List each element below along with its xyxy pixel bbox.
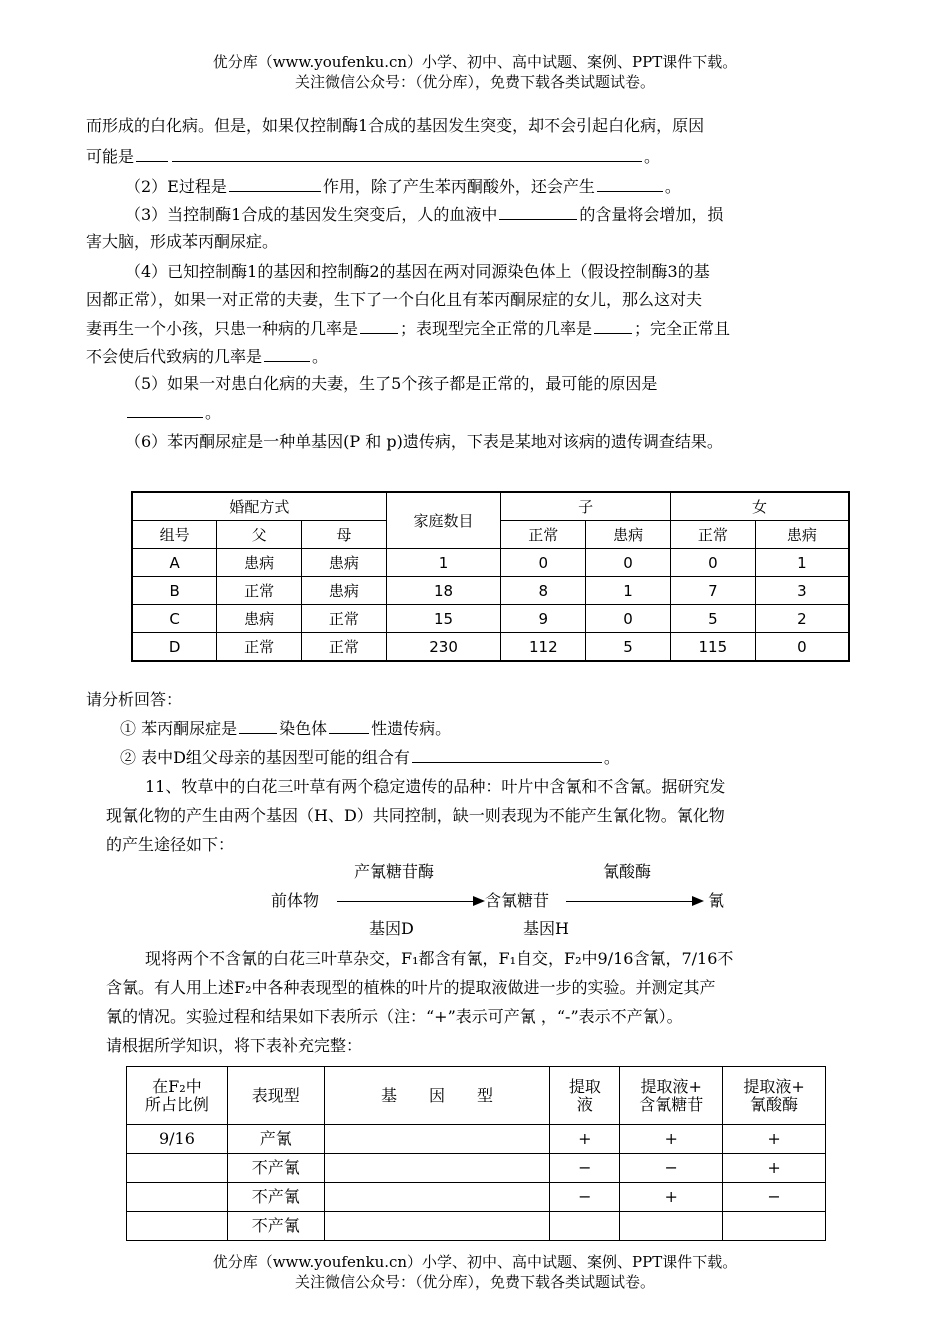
q3-text-line1 (125, 203, 723, 226)
daughter-normal-cell: 5 (670, 605, 755, 633)
ratio-header-line1: 在F₂中 (152, 1076, 202, 1096)
mother-cell: 患病 (301, 577, 386, 605)
table-row (127, 1154, 826, 1183)
q11b-text-line4: 请根据所学知识，将下表补充完整： (106, 1036, 363, 1055)
extract-enzyme-cell: + (723, 1154, 826, 1183)
genotype-cell[interactable] (324, 1154, 550, 1183)
phenotype-cell: 不产氰 (227, 1183, 324, 1212)
father-cell: 患病 (217, 605, 302, 633)
arrowhead-2 (692, 896, 704, 906)
ratio-cell[interactable] (127, 1212, 228, 1241)
q4-blank-3[interactable] (264, 345, 310, 362)
q4-blank-2[interactable] (594, 317, 632, 334)
group-header: 组号 (132, 521, 217, 549)
table-row (132, 605, 849, 633)
survey-table (131, 491, 850, 662)
daughter-sick-cell: 0 (755, 633, 849, 662)
q4-part-c1: 妻再生一个小孩，只患一种病的几率是 (86, 319, 359, 338)
table-row (127, 1125, 826, 1154)
extract-header-line1: 提取 (568, 1076, 601, 1096)
q11-text-line3: 的产生途径如下： (106, 835, 235, 854)
phenotype-cell: 产氰 (227, 1125, 324, 1154)
genotype-cell[interactable] (324, 1212, 550, 1241)
q4-part-c2: ；表现型完全正常的几率是 (400, 319, 593, 338)
q2-part-c: 。 (664, 177, 681, 196)
q11b-text-line1: 现将两个不含氰的白花三叶草杂交，F₁都含有氰，F₁自交，F₂中9/16含氰，7/16不 (145, 949, 734, 968)
genotype-cell[interactable] (324, 1125, 550, 1154)
daughter-normal-cell: 0 (670, 549, 755, 577)
extract-glycoside-cell: − (620, 1154, 723, 1183)
q3-text-line2: 害大脑，形成苯丙酮尿症。 (86, 232, 279, 251)
analysis-prompt: 请分析回答： (86, 690, 183, 709)
q4-text-line4 (86, 345, 328, 368)
precursor-label: 前体物 (271, 891, 320, 910)
son-normal-header: 正常 (501, 521, 586, 549)
extract-cell[interactable] (550, 1212, 620, 1241)
family-cell: 15 (386, 605, 501, 633)
extract-enzyme-cell: − (723, 1183, 826, 1212)
phenotype-header: 表现型 (227, 1067, 324, 1125)
mother-header: 母 (301, 521, 386, 549)
q4-blank-1[interactable] (360, 317, 398, 334)
son-sick-cell: 5 (586, 633, 671, 662)
enzyme2-label: 氰酸酶 (603, 862, 652, 881)
extract-glycoside-cell[interactable] (620, 1212, 723, 1241)
extract-glycoside-line1: 提取液+ (640, 1076, 702, 1096)
mother-cell: 患病 (301, 549, 386, 577)
family-cell: 18 (386, 577, 501, 605)
q1-prefix: 可能是 (86, 147, 135, 166)
q2-part-a: （2）E过程是 (125, 177, 227, 196)
son-normal-cell: 112 (501, 633, 586, 662)
phenotype-cell: 不产氰 (227, 1212, 324, 1241)
extract-cell: + (550, 1125, 620, 1154)
daughter-sick-header: 患病 (755, 521, 849, 549)
a2-part-a: ② 表中D组父母亲的基因型可能的组合有 (120, 748, 410, 767)
extract-cell: − (550, 1183, 620, 1212)
family-cell: 1 (386, 549, 501, 577)
a1-part-c: 性遗传病。 (371, 719, 452, 738)
q4-text-line1: （4）已知控制酶1的基因和控制酶2的基因在两对同源染色体上（假设控制酶3的基 (125, 262, 710, 281)
extract-glycoside-line2: 含氰糖苷 (639, 1094, 704, 1114)
page-footer-line2: 关注微信公众号：（优分库），免费下载各类试题试卷。 (294, 1273, 655, 1291)
product-label: 氰 (708, 891, 725, 910)
group-cell: A (132, 549, 217, 577)
q4-text-line2: 因都正常），如果一对正常的夫妻，生下了一个白化且有苯丙酮尿症的女儿，那么这对夫 (86, 290, 703, 309)
a1-blank-2[interactable] (329, 717, 369, 734)
ratio-header-line2: 所占比例 (144, 1094, 209, 1114)
q3-part-b: 的含量将会增加，损 (579, 205, 724, 224)
son-normal-cell: 0 (501, 549, 586, 577)
gene-d-label: 基因D (369, 919, 414, 938)
father-cell: 患病 (217, 549, 302, 577)
analysis-question-1 (120, 717, 451, 740)
group-cell: C (132, 605, 217, 633)
extract-enzyme-cell: + (723, 1125, 826, 1154)
a1-blank-1[interactable] (239, 717, 277, 734)
q11b-text-line2: 含氰。有人用上述F₂中各种表现型的植株的叶片的提取液做进一步的实验。并测定其产 (106, 978, 716, 997)
son-normal-cell: 8 (501, 577, 586, 605)
a1-part-a: ① 苯丙酮尿症是 (120, 719, 238, 738)
q11b-text-line3: 氰的情况。实验过程和结果如下表所示（注：“+”表示可产氰 ，“-”表示不产氰）。 (106, 1007, 683, 1026)
arrowhead-1 (473, 896, 485, 906)
q1-text-line2 (86, 145, 660, 168)
son-normal-cell: 9 (501, 605, 586, 633)
q5-end: 。 (205, 403, 222, 422)
q11-text-line1: 11、牧草中的白花三叶草有两个稳定遗传的品种：叶片中含氰和不含氰。据研究发 (145, 777, 726, 796)
genotype-header: 基 因 型 (324, 1067, 550, 1125)
table-row (127, 1183, 826, 1212)
arrow-line-1 (337, 901, 475, 902)
group-cell: D (132, 633, 217, 662)
a2-blank[interactable] (412, 746, 602, 763)
a1-part-b: 染色体 (279, 719, 328, 738)
extract-enzyme-line2: 氰酸酶 (750, 1094, 799, 1114)
q5-text-line2 (125, 401, 221, 424)
extract-glycoside-cell: + (620, 1125, 723, 1154)
extract-enzyme-cell[interactable] (723, 1212, 826, 1241)
group-cell: B (132, 577, 217, 605)
q5-text-line1: （5）如果一对患白化病的夫妻，生了5个孩子都是正常的，最可能的原因是 (125, 374, 658, 393)
q1-end: 。 (644, 147, 661, 166)
table-header-row (127, 1067, 826, 1125)
a2-part-b: 。 (603, 748, 620, 767)
genotype-cell[interactable] (324, 1183, 550, 1212)
q4-part-d2: 。 (312, 347, 329, 366)
father-cell: 正常 (217, 633, 302, 662)
father-header: 父 (217, 521, 302, 549)
arrow-line-2 (566, 901, 694, 902)
q2-blank-1[interactable] (229, 175, 321, 192)
page-header-line1: 优分库（www.youfenku.cn）小学、初中、高中试题、案例、PPT课件下载。 (212, 53, 738, 71)
family-header: 家庭数目 (386, 492, 501, 549)
extract-glycoside-header (620, 1067, 723, 1125)
q11-text-line2: 现氰化物的产生由两个基因（H、D）共同控制，缺一则表现为不能产生氰化物。氰化物 (106, 806, 725, 825)
extract-cell: − (550, 1154, 620, 1183)
mother-cell: 正常 (301, 633, 386, 662)
phenotype-cell: 不产氰 (227, 1154, 324, 1183)
father-cell: 正常 (217, 577, 302, 605)
q5-blank[interactable] (127, 401, 203, 418)
extract-header-line2: 液 (576, 1094, 593, 1114)
son-sick-header: 患病 (586, 521, 671, 549)
enzyme1-label: 产氰糖苷酶 (354, 862, 435, 881)
daughter-sick-cell: 3 (755, 577, 849, 605)
experiment-table (126, 1066, 826, 1241)
marriage-header: 婚配方式 (132, 492, 386, 521)
q6-text: （6）苯丙酮尿症是一种单基因(P 和 p)遗传病，下表是某地对该病的遗传调查结果。 (125, 432, 723, 451)
table-header-row (132, 492, 849, 521)
ratio-cell[interactable] (127, 1154, 228, 1183)
son-header: 子 (501, 492, 671, 521)
page-header-line2: 关注微信公众号：（优分库），免费下载各类试题试卷。 (294, 73, 655, 91)
q4-part-c3: ；完全正常且 (634, 319, 731, 338)
daughter-header: 女 (670, 492, 849, 521)
q2-part-b: 作用，除了产生苯丙酮酸外，还会产生 (322, 177, 595, 196)
extract-glycoside-cell: + (620, 1183, 723, 1212)
q3-blank[interactable] (499, 203, 577, 220)
analysis-question-2 (120, 746, 620, 769)
son-sick-cell: 0 (586, 549, 671, 577)
extract-header (550, 1067, 620, 1125)
intermediate-label: 含氰糖苷 (485, 891, 550, 910)
ratio-cell[interactable] (127, 1183, 228, 1212)
daughter-normal-cell: 7 (670, 577, 755, 605)
q3-part-a: （3）当控制酶1合成的基因发生突变后，人的血液中 (125, 205, 498, 224)
table-row (132, 577, 849, 605)
q1-text-line1: 而形成的白化病。但是，如果仅控制酶1合成的基因发生突变，却不会引起白化病，原因 (86, 116, 705, 135)
q1-answer-blank[interactable] (136, 145, 168, 162)
q2-text (125, 175, 681, 198)
q4-text-line3 (86, 317, 730, 340)
extract-enzyme-line1: 提取液+ (743, 1076, 805, 1096)
daughter-sick-cell: 2 (755, 605, 849, 633)
table-row (132, 549, 849, 577)
daughter-sick-cell: 1 (755, 549, 849, 577)
table-row (127, 1212, 826, 1241)
son-sick-cell: 1 (586, 577, 671, 605)
mother-cell: 正常 (301, 605, 386, 633)
q1-answer-blank-2[interactable] (172, 145, 642, 162)
page-footer-line1: 优分库（www.youfenku.cn）小学、初中、高中试题、案例、PPT课件下载。 (212, 1253, 738, 1271)
gene-h-label: 基因H (523, 919, 569, 938)
daughter-normal-cell: 115 (670, 633, 755, 662)
table-row (132, 633, 849, 662)
q2-blank-2[interactable] (597, 175, 663, 192)
son-sick-cell: 0 (586, 605, 671, 633)
daughter-normal-header: 正常 (670, 521, 755, 549)
family-cell: 230 (386, 633, 501, 662)
ratio-header (127, 1067, 228, 1125)
q4-part-d1: 不会使后代致病的几率是 (86, 347, 263, 366)
ratio-cell[interactable]: 9/16 (127, 1125, 228, 1154)
extract-enzyme-header (723, 1067, 826, 1125)
